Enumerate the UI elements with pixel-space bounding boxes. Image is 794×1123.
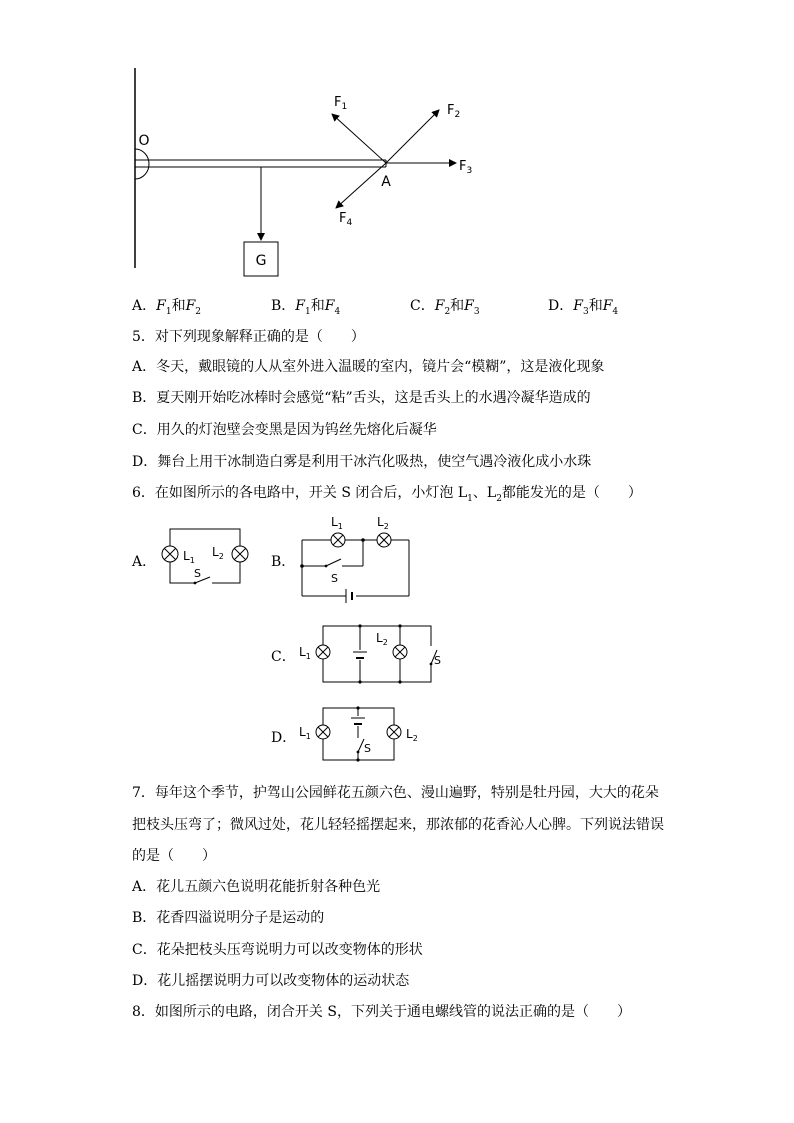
q5-option-b: B．夏天刚开始吃冰棒时会感觉“粘”舌头，这是舌头上的水遇冷凝华造成的: [132, 390, 591, 406]
circuit-c: [296, 620, 446, 688]
q5-option-c: C．用久的灯泡壁会变黑是因为钨丝先熔化后凝华: [132, 422, 437, 438]
q7-option-c: C．花朵把枝头压弯说明力可以改变物体的形状: [132, 942, 423, 958]
q6-option-d-label: D．: [271, 730, 297, 746]
force-label-f1: $F_1$: [334, 95, 348, 112]
q6-option-c-label: C．: [271, 649, 296, 665]
svg-text:S: S: [194, 567, 201, 580]
q7-stem-line2: 把枝头压弯了；微风过处，花儿轻轻摇摆起来，那浓郁的花香沁人心脾。下列说法错误: [132, 817, 664, 833]
q7-stem-line1: 7．每年这个季节，护驾山公园鲜花五颜六色、漫山遍野，特别是牡丹园，大大的花朵: [132, 785, 659, 801]
force-f1-arrow: [332, 114, 386, 163]
svg-text:L2: $L_2$: [376, 631, 388, 647]
q7-option-d: D．花儿摇摆说明力可以改变物体的运动状态: [132, 973, 410, 989]
circuit-a: [158, 526, 258, 590]
force-label-f2: $F_2$: [447, 103, 461, 120]
force-label-f3: $F_3$: [459, 159, 473, 176]
q4-option-d: D．$F_3$和$F_4$: [548, 298, 619, 317]
svg-text:L1: $L_1$: [299, 725, 311, 741]
hinge-arc: [135, 149, 149, 179]
q6-option-b-label: B．: [271, 554, 296, 570]
weight-label-g: G: [255, 253, 267, 269]
q4-option-b: B．$F_1$和$F_4$: [271, 298, 341, 317]
point-label-a: A: [381, 174, 391, 190]
svg-text:L1: $L_1$: [183, 549, 195, 565]
svg-text:L2: $L_2$: [212, 545, 224, 561]
q8-stem: 8．如图所示的电路，闭合开关 S，下列关于通电螺线管的说法正确的是（ ）: [132, 1004, 631, 1020]
q7-option-a: A．花儿五颜六色说明花能折射各种色光: [132, 879, 381, 895]
force-f2-arrow: [386, 110, 439, 163]
q5-option-a: A．冬天，戴眼镜的人从室外进入温暖的室内，镜片会“模糊”，这是液化现象: [132, 359, 605, 375]
q7-stem-line3: 的是（ ）: [132, 848, 216, 864]
svg-text:L2: $L_2$: [406, 727, 418, 743]
svg-text:S: S: [331, 572, 338, 585]
pivot-label-o: O: [138, 133, 150, 149]
force-f4-arrow: [336, 163, 386, 208]
lever-figure: [120, 60, 490, 285]
q5-stem: 5．对下列现象解释正确的是（ ）: [132, 329, 365, 345]
svg-text:L2: $L_2$: [377, 515, 389, 531]
q5-option-d: D．舞台上用干冰制造白雾是利用干冰汽化吸热，使空气遇冷液化成小水珠: [132, 454, 592, 470]
q4-option-a: A．$F_1$和$F_2$: [132, 298, 202, 317]
circuit-b: [296, 510, 416, 606]
circuit-d: [296, 700, 436, 768]
q6-stem: 6．在如图所示的各电路中，开关 S 闭合后，小灯泡 $L_1$、$L_2$都能发光的是（ ）: [132, 485, 642, 504]
svg-text:L1: $L_1$: [299, 645, 311, 661]
force-label-f4: $F_4$: [339, 211, 353, 228]
svg-text:S: S: [364, 742, 371, 755]
q6-option-a-label: A．: [132, 554, 157, 570]
svg-text:S: S: [434, 654, 441, 667]
svg-text:L1: $L_1$: [331, 515, 343, 531]
q4-option-c: C．$F_2$和$F_3$: [410, 298, 480, 317]
q7-option-b: B．花香四溢说明分子是运动的: [132, 910, 325, 926]
